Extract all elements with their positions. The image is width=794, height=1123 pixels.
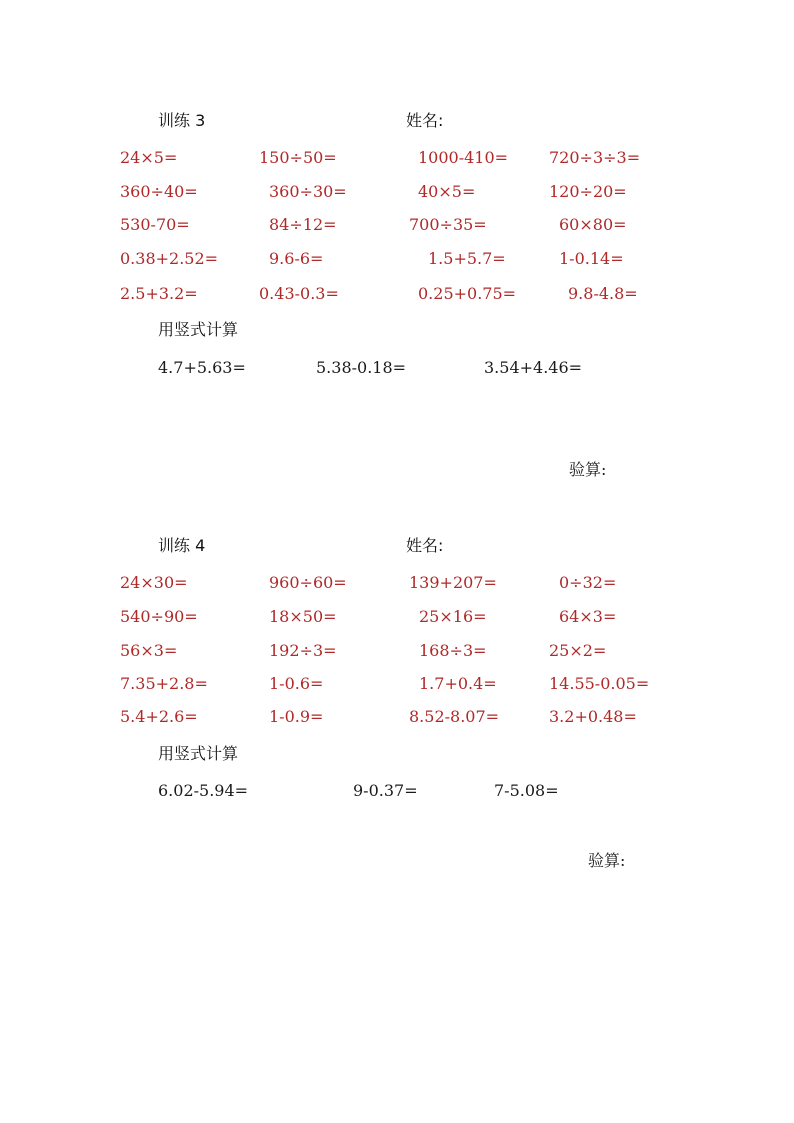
problem: 25×2= [549,641,607,660]
problem: 540÷90= [120,607,198,626]
section-title: 训练 4 [158,536,206,555]
problem: 64×3= [559,607,617,626]
problem: 56×3= [120,641,178,660]
problem: 7.35+2.8= [120,674,208,693]
problem: 84÷12= [269,215,337,234]
problem: 150÷50= [259,148,337,167]
vertical-calc-title: 用竖式计算 [158,320,239,339]
problem: 2.5+3.2= [120,284,198,303]
name-label: 姓名: [406,536,444,555]
problem: 14.55-0.05= [549,674,650,693]
vertical-problem: 4.7+5.63= [158,358,246,377]
problem: 192÷3= [269,641,337,660]
problem: 720÷3÷3= [549,148,641,167]
problem: 18×50= [269,607,337,626]
problem: 1-0.14= [559,249,624,268]
section-title: 训练 3 [158,111,206,130]
problem: 0.38+2.52= [120,249,219,268]
problem: 40×5= [418,182,476,201]
problem: 120÷20= [549,182,627,201]
problem: 0÷32= [559,573,617,592]
problem: 25×16= [419,607,487,626]
problem: 1000-410= [418,148,509,167]
problem: 1-0.9= [269,707,324,726]
problem: 24×30= [120,573,188,592]
problem: 139+207= [409,573,497,592]
check-label: 验算: [569,460,607,479]
vertical-problem: 7-5.08= [494,781,559,800]
problem: 9.8-4.8= [568,284,638,303]
problem: 5.4+2.6= [120,707,198,726]
problem: 960÷60= [269,573,347,592]
check-label: 验算: [588,851,626,870]
problem: 168÷3= [419,641,487,660]
problem: 530-70= [120,215,190,234]
problem: 1.5+5.7= [428,249,506,268]
problem: 700÷35= [409,215,487,234]
vertical-problem: 6.02-5.94= [158,781,249,800]
problem: 9.6-6= [269,249,324,268]
problem: 0.43-0.3= [259,284,339,303]
problem: 3.2+0.48= [549,707,637,726]
problem: 0.25+0.75= [418,284,517,303]
vertical-problem: 3.54+4.46= [484,358,583,377]
problem: 60×80= [559,215,627,234]
vertical-problem: 5.38-0.18= [316,358,407,377]
problem: 360÷40= [120,182,198,201]
problem: 360÷30= [269,182,347,201]
vertical-calc-title: 用竖式计算 [158,744,239,763]
problem: 1.7+0.4= [419,674,497,693]
problem: 8.52-8.07= [409,707,500,726]
problem: 24×5= [120,148,178,167]
name-label: 姓名: [406,111,444,130]
problem: 1-0.6= [269,674,324,693]
vertical-problem: 9-0.37= [353,781,418,800]
